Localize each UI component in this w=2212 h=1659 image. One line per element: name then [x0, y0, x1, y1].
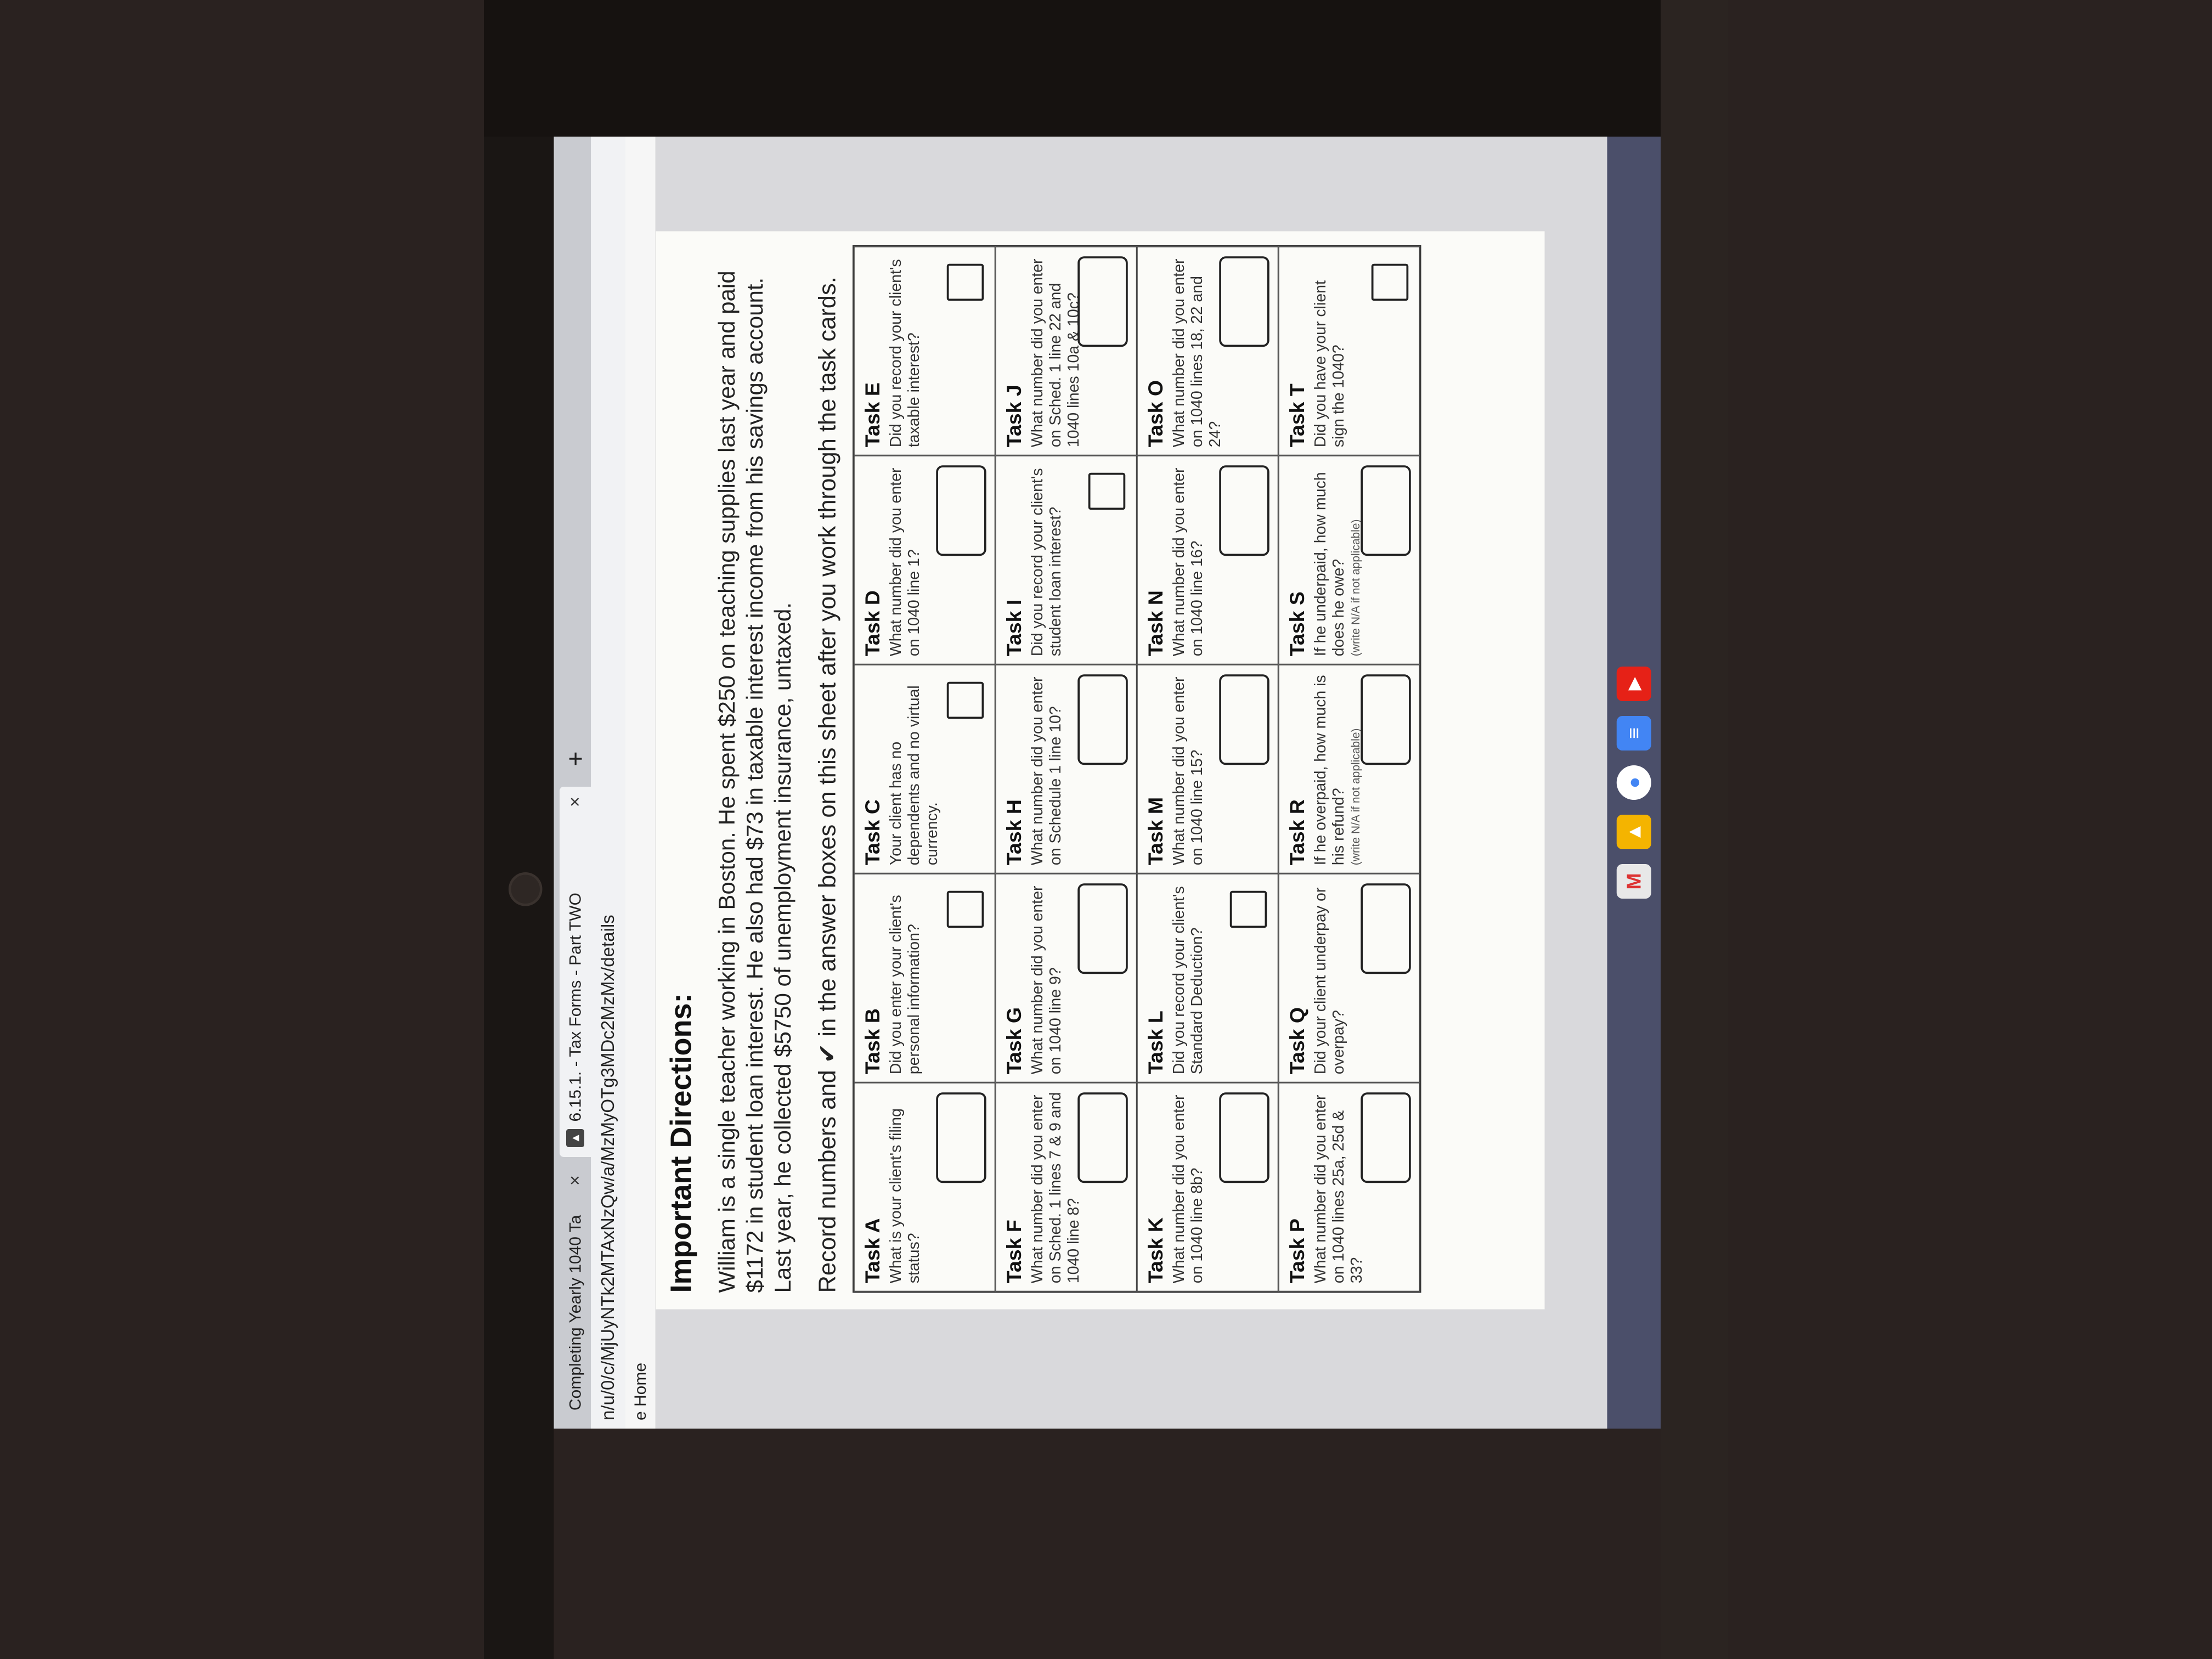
task-question: What number did you enter on Sched. 1 lines 7 & 9 and 1040 line 8?	[1029, 1092, 1082, 1284]
task-title: Task A	[861, 1218, 884, 1284]
answer-checkbox[interactable]	[947, 682, 984, 719]
new-tab-button[interactable]: +	[561, 751, 590, 766]
task-title: Task T	[1285, 383, 1308, 448]
answer-checkbox[interactable]	[947, 891, 984, 928]
task-question: What is your client's filing status?	[887, 1108, 923, 1284]
task-title: Task R	[1285, 799, 1308, 866]
task-card	[854, 1082, 995, 1291]
answer-checkbox[interactable]	[1230, 891, 1267, 928]
task-question: If he underpaid, how much does he owe?	[1312, 472, 1347, 657]
task-title: Task I	[1002, 599, 1025, 657]
task-card	[995, 873, 1137, 1082]
rotated-photo	[484, 0, 1728, 1659]
answer-box[interactable]	[936, 1092, 986, 1183]
task-question: Did you record your client's student loan interest?	[1029, 468, 1064, 657]
task-title: Task M	[1144, 797, 1167, 866]
directions-heading: Important Directions:	[664, 993, 698, 1293]
close-tab-icon[interactable]: ×	[565, 1175, 585, 1186]
task-card	[1278, 1082, 1420, 1291]
task-title: Task L	[1144, 1011, 1167, 1075]
task-title: Task S	[1285, 591, 1308, 657]
tab-strip	[554, 137, 591, 1429]
webcam	[509, 872, 543, 906]
answer-box[interactable]	[1219, 1092, 1269, 1183]
answer-checkbox[interactable]	[1088, 473, 1126, 510]
task-title: Task H	[1002, 799, 1025, 866]
task-card	[1137, 664, 1278, 873]
youtube-icon[interactable]: ▶	[1617, 667, 1651, 701]
docs-icon[interactable]: ≡	[1617, 716, 1651, 751]
classroom-icon[interactable]: ▲	[1617, 815, 1651, 849]
answer-box[interactable]	[1361, 1092, 1411, 1183]
answer-box[interactable]	[1077, 256, 1128, 347]
answer-box[interactable]	[1219, 256, 1269, 347]
task-question: If he overpaid, how much is his refund?	[1312, 675, 1347, 866]
task-card	[854, 455, 995, 664]
laptop-screen	[554, 137, 1661, 1429]
task-question: Your client has no dependents and no virtual currency.	[887, 685, 941, 866]
task-question: What number did you enter on 1040 line 15?	[1170, 676, 1206, 866]
task-title: Task N	[1144, 590, 1167, 657]
classroom-icon: ▲	[566, 1129, 584, 1147]
answer-checkbox[interactable]	[1372, 264, 1409, 301]
task-title: Task O	[1144, 380, 1167, 448]
task-card	[1137, 873, 1278, 1082]
answer-box[interactable]	[936, 465, 986, 556]
task-card	[1137, 455, 1278, 664]
task-card	[995, 1082, 1137, 1291]
task-title: Task G	[1002, 1007, 1025, 1075]
scenario-text: William is a single teacher working in Boston. He spent $250 on teaching supplies last year and paid $1172 in student loan interest. He also had $73 in taxable interest income from his savings account. Last year, he collected $5750 of unemployment insurance, untaxed.	[713, 270, 795, 1293]
task-title: Task P	[1285, 1218, 1308, 1284]
answer-box[interactable]	[1077, 1092, 1128, 1183]
answer-box[interactable]	[1361, 465, 1411, 556]
task-question: What number did you enter on Schedule 1 line 10?	[1029, 676, 1064, 866]
task-question: What number did you enter on 1040 lines 18, 22 and 24?	[1170, 258, 1224, 448]
task-card	[1278, 873, 1420, 1082]
answer-box[interactable]	[1219, 674, 1269, 765]
task-card	[854, 664, 995, 873]
answer-box[interactable]	[1077, 883, 1128, 974]
task-title: Task D	[861, 590, 884, 657]
task-question: What number did you enter on 1040 lines 25a, 25d & 33?	[1312, 1094, 1365, 1284]
task-question: Did you enter your client's personal information?	[887, 895, 923, 1075]
answer-box[interactable]	[1361, 674, 1411, 765]
chrome-icon[interactable]: ●	[1617, 765, 1651, 800]
task-question: What number did you enter on 1040 line 9?	[1029, 885, 1064, 1075]
task-title: Task B	[861, 1008, 884, 1075]
task-question: Did you have your client sign the 1040?	[1312, 280, 1347, 448]
gmail-icon[interactable]: M	[1617, 864, 1651, 899]
worksheet	[656, 232, 1545, 1310]
tab-label: 6.15.1. - Tax Forms - Part TWO	[566, 893, 584, 1122]
task-card	[854, 873, 995, 1082]
task-grid	[853, 245, 1421, 1293]
task-title: Task K	[1144, 1217, 1167, 1284]
task-title: Task E	[861, 382, 884, 448]
task-card	[995, 664, 1137, 873]
bookmarks-bar	[625, 137, 656, 1429]
answer-box[interactable]	[1361, 883, 1411, 974]
laptop-bezel-bottom	[1661, 0, 1728, 1659]
task-card	[995, 246, 1137, 455]
close-tab-icon[interactable]: ×	[565, 797, 585, 808]
chromeos-shelf	[1607, 137, 1661, 1429]
answer-box[interactable]	[1077, 674, 1128, 765]
task-title: Task J	[1002, 385, 1025, 448]
task-question: Did you record your client's Standard Deduction?	[1170, 886, 1206, 1075]
task-question: What number did you enter on 1040 line 8b?	[1170, 1094, 1206, 1284]
task-card	[1278, 246, 1420, 455]
task-title: Task Q	[1285, 1007, 1308, 1075]
task-question: Did your client underpay or overpay?	[1312, 887, 1347, 1075]
task-card	[995, 455, 1137, 664]
task-title: Task C	[861, 799, 884, 866]
task-question: What number did you enter on 1040 line 16?	[1170, 467, 1206, 657]
tab-tax-forms[interactable]	[560, 787, 591, 1157]
answer-box[interactable]	[1219, 465, 1269, 556]
task-card	[1137, 246, 1278, 455]
task-question: What number did you enter on 1040 line 1?	[887, 467, 923, 657]
task-question: Did you record your client's taxable interest?	[887, 259, 923, 448]
record-instructions: Record numbers and ✔ in the answer boxes on this sheet after you work through the task cards.	[814, 276, 841, 1293]
tab-label: Completing Yearly 1040 Ta	[566, 1215, 584, 1410]
tab-1040[interactable]	[560, 1165, 591, 1420]
task-note: (write N/A if not applicable)	[1349, 728, 1362, 866]
answer-checkbox[interactable]	[947, 264, 984, 301]
task-title: Task F	[1002, 1220, 1025, 1284]
task-question: What number did you enter on Sched. 1 line 22 and 1040 lines 10a & 10c?	[1029, 258, 1082, 448]
laptop-bezel-top	[484, 0, 554, 1659]
task-card	[1137, 1082, 1278, 1291]
task-note: (write N/A if not applicable)	[1349, 519, 1362, 657]
bookmark-home[interactable]: e Home	[631, 1362, 650, 1420]
address-bar[interactable]: n/u/0/c/MjUyNTk2MTAxNzQw/a/MzMyOTg3MDc2MzMx/details	[591, 137, 625, 1429]
laptop-bezel-right	[484, 0, 1728, 137]
task-card	[854, 246, 995, 455]
task-card	[1278, 664, 1420, 873]
task-card	[1278, 455, 1420, 664]
